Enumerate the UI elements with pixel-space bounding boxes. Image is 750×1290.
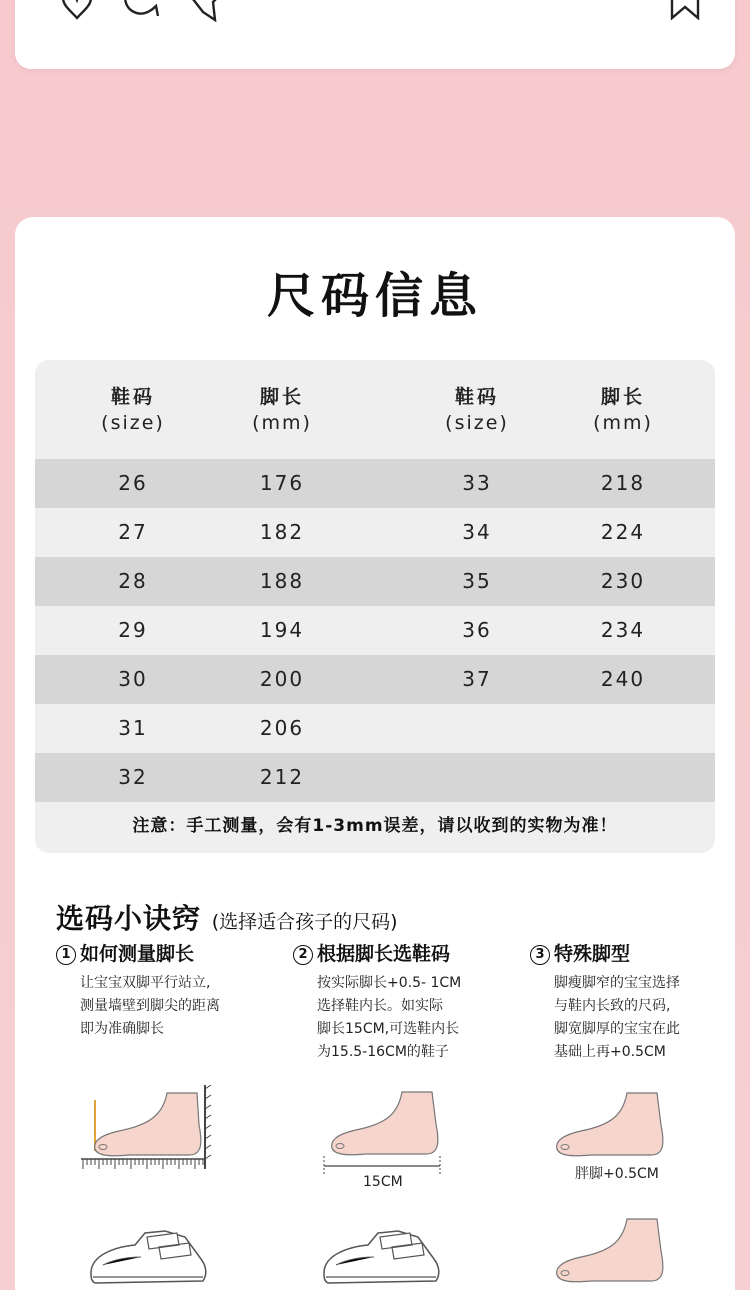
tip-heading [530,939,750,966]
cell-size: 37 [462,667,492,691]
header-size-1: 鞋码 (size) [101,386,165,434]
cell-size: 26 [118,471,148,495]
action-bar-card [15,0,735,69]
tip-title: 如何测量脚长 [80,943,195,965]
cell-length: 188 [259,569,305,593]
cell-length: 176 [259,471,305,495]
slim-foot-illustration [555,1217,665,1290]
cell-size: 30 [118,667,148,691]
tip-line: 即为准确脚长 [80,1021,164,1037]
share-icon[interactable] [185,0,225,22]
cell-length: 212 [259,765,305,789]
tip-line: 脚长15CM,可选鞋内长 [317,1021,460,1037]
measure-caption: 15CM [363,1174,403,1190]
header-size-2: 鞋码 (size) [445,386,509,434]
cell-size: 28 [118,569,148,593]
cell-length: 234 [600,618,646,642]
table-row [35,508,715,557]
header-length-2: 脚长 (mm) [593,386,653,434]
fat-foot-illustration [555,1091,665,1165]
fat-foot-caption: 胖脚+0.5CM [575,1166,659,1182]
tip-measure [56,939,276,1041]
table-row [35,557,715,606]
cell-size: 36 [462,618,492,642]
cell-length: 182 [259,520,305,544]
cell-size: 32 [118,765,148,789]
tip-number: 3 [530,945,550,965]
cell-length: 206 [259,716,305,740]
cell-size: 35 [462,569,492,593]
tip-body [80,972,276,1041]
cell-length: 200 [259,667,305,691]
cell-length: 194 [259,618,305,642]
size-info-card [15,217,735,1290]
measurement-note: 注意：手工测量，会有1-3mm误差，请以收到的实物为准！ [132,816,618,836]
tip-body [554,972,750,1064]
cell-length: 224 [600,520,646,544]
tip-line: 按实际脚长+0.5- 1CM [317,975,462,991]
shoe-illustration [85,1225,210,1290]
cell-length: 230 [600,569,646,593]
heart-icon[interactable] [60,0,94,20]
header-length-1: 脚长 (mm) [252,386,312,434]
tip-heading [293,939,513,966]
tips-subtitle: (选择适合孩子的尺码) [211,911,398,933]
tip-body [317,972,513,1064]
comment-icon[interactable] [120,0,160,20]
size-info-title: 尺码信息 [266,268,483,324]
cell-size: 31 [118,716,148,740]
table-row [35,606,715,655]
table-row [35,459,715,508]
tip-line: 让宝宝双脚平行站立, [80,975,211,991]
cell-length: 240 [600,667,646,691]
bookmark-icon[interactable] [670,0,700,20]
foot-measure-illustration [320,1090,445,1182]
tip-line: 基础上再+0.5CM [554,1044,666,1060]
tips-heading [56,897,398,937]
tip-heading [56,939,276,966]
cell-size: 33 [462,471,492,495]
tip-title: 特殊脚型 [554,943,631,965]
tip-choose-size [293,939,513,1064]
tip-line: 为15.5-16CM的鞋子 [317,1044,449,1060]
cell-size: 29 [118,618,148,642]
cell-size: 27 [118,520,148,544]
tip-line: 脚瘦脚窄的宝宝选择 [554,975,680,991]
tip-line: 测量墙壁到脚尖的距离 [80,998,220,1014]
shoe-illustration [318,1225,443,1290]
table-row [35,704,715,753]
size-table [35,360,715,853]
cell-size: 34 [462,520,492,544]
table-header [35,360,715,459]
tip-special-foot [530,939,750,1064]
tip-number: 1 [56,945,76,965]
table-row [35,655,715,704]
tip-line: 脚宽脚厚的宝宝在此 [554,1021,680,1037]
tip-line: 选择鞋内长。如实际 [317,998,443,1014]
cell-length: 218 [600,471,646,495]
tips-title: 选码小诀窍 [56,902,202,935]
table-row [35,753,715,802]
tip-title: 根据脚长选鞋码 [317,943,451,965]
foot-wall-ruler-illustration [79,1085,214,1181]
tip-number: 2 [293,945,313,965]
tip-line: 与鞋内长致的尺码, [554,998,671,1014]
